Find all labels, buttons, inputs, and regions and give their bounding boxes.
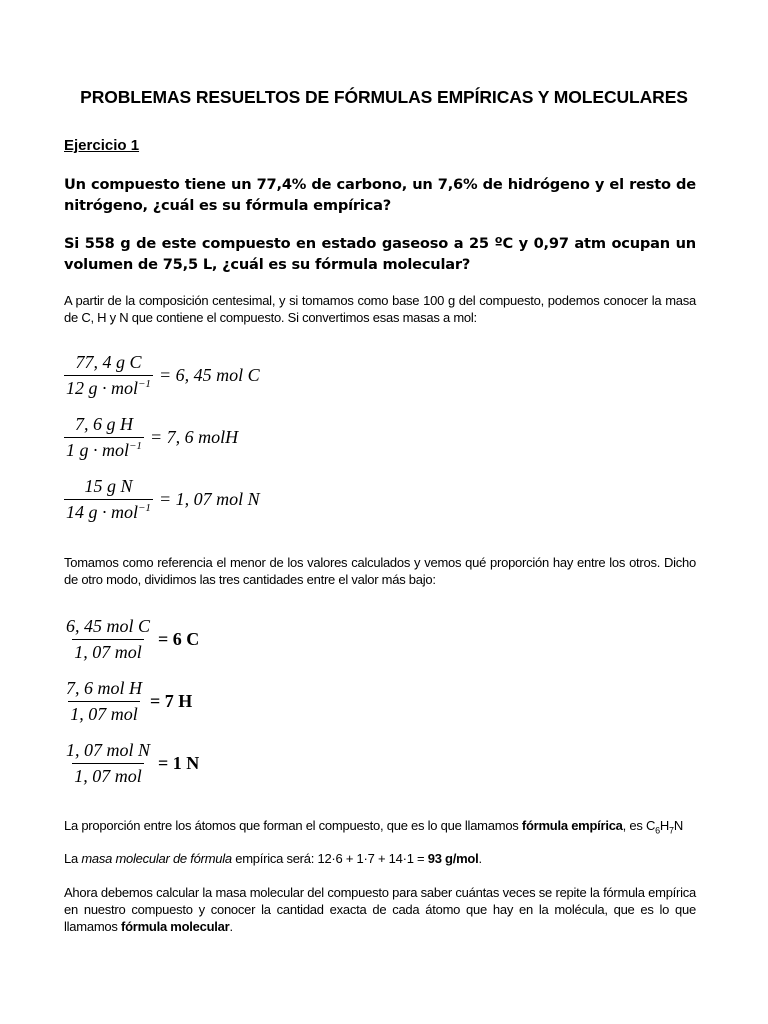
numerator: 7, 6 mol H [66, 678, 142, 698]
italic-term: masa molecular de fórmula [81, 851, 232, 866]
text: La [64, 851, 82, 866]
paragraph-intro: A partir de la composición centesimal, y si tomamos como base 100 g del compuesto, podemos conocer la masa de C, H y N que contiene el compuesto. Si convertimos esas masas a mol: [64, 293, 696, 325]
subscript: 7 [669, 825, 674, 836]
bold-term: fórmula empírica [521, 818, 623, 833]
text: Ahora debemos calcular la masa molecular del compuesto para saber cuántas veces se repite la fórmula empírica en nuestro compuesto y conocer la cantidad exacta de cada átomo que hay en la molécula, que es lo que llamamos [64, 885, 696, 934]
equation-result: = 6 C [158, 629, 200, 649]
denominator-text: 12 g · mol [66, 378, 138, 398]
denominator-text: 14 g · mol [66, 502, 138, 522]
numerator: 1, 07 mol N [66, 740, 151, 760]
paragraph-empirical-formula [64, 817, 696, 840]
fraction [64, 616, 152, 663]
text: . [478, 851, 482, 866]
denominator [64, 375, 153, 399]
fraction [64, 352, 153, 399]
denominator: 1, 07 mol [72, 639, 144, 663]
equation-result: = 6, 45 mol C [158, 365, 260, 385]
equation-carbon-moles [64, 352, 260, 399]
denominator: 1, 07 mol [68, 701, 140, 725]
text: . [229, 919, 233, 934]
equation-nitrogen-moles [64, 476, 260, 523]
fraction [64, 476, 153, 523]
denominator: 1, 07 mol [72, 763, 144, 787]
text: H [659, 818, 670, 833]
numerator: 77, 4 g C [75, 352, 142, 372]
bold-value: 93 g/mol [427, 851, 479, 866]
page-title: PROBLEMAS RESUELTOS DE FÓRMULAS EMPÍRICAS Y MOLECULARES [80, 87, 688, 107]
fraction [64, 740, 152, 787]
equation-result: = 7, 6 molH [149, 427, 239, 447]
equation-result: = 1 N [158, 753, 200, 773]
equation-hydrogen-moles [64, 414, 238, 461]
equation-result: = 7 H [150, 691, 193, 711]
paragraph-formula-mass [64, 850, 696, 867]
subscript: 6 [655, 825, 660, 836]
question-empirical: Un compuesto tiene un 77,4% de carbono, un 7,6% de hidrógeno y el resto de nitrógeno, ¿cuál es su fórmula empírica? [64, 176, 696, 214]
equation-result: = 1, 07 mol N [158, 489, 260, 509]
numerator: 7, 6 g H [74, 414, 133, 434]
paragraph-reference: Tomamos como referencia el menor de los valores calculados y vemos qué proporción hay entre los otros. Dicho de otro modo, dividimos las tres cantidades entre el valor más bajo: [64, 555, 696, 587]
bold-term: fórmula molecular [121, 919, 230, 934]
denominator-text: 1 g · mol [66, 440, 129, 460]
text: La proporción entre los átomos que forman el compuesto, que es lo que llamamos [64, 818, 522, 833]
fraction [64, 414, 144, 461]
exercise-heading: Ejercicio 1 [64, 137, 140, 154]
equation-hydrogen-ratio [64, 678, 192, 725]
numerator: 6, 45 mol C [66, 616, 151, 636]
fraction [64, 678, 144, 725]
paragraph-molecular-mass [64, 884, 696, 935]
numerator: 15 g N [84, 476, 133, 496]
denominator [64, 499, 153, 523]
equation-nitrogen-ratio [64, 740, 199, 787]
equation-carbon-ratio [64, 616, 199, 663]
denominator [64, 437, 144, 461]
text: N [673, 818, 683, 833]
text: , es C [622, 818, 656, 833]
exponent: −1 [129, 440, 142, 452]
question-molecular: Si 558 g de este compuesto en estado gaseoso a 25 ºC y 0,97 atm ocupan un volumen de 75,5 L, ¿cuál es su fórmula molecular? [64, 235, 696, 273]
text: empírica será: 12·6 + 1·7 + 14·1 = [231, 851, 428, 866]
exponent: −1 [138, 502, 151, 514]
exponent: −1 [138, 378, 151, 390]
